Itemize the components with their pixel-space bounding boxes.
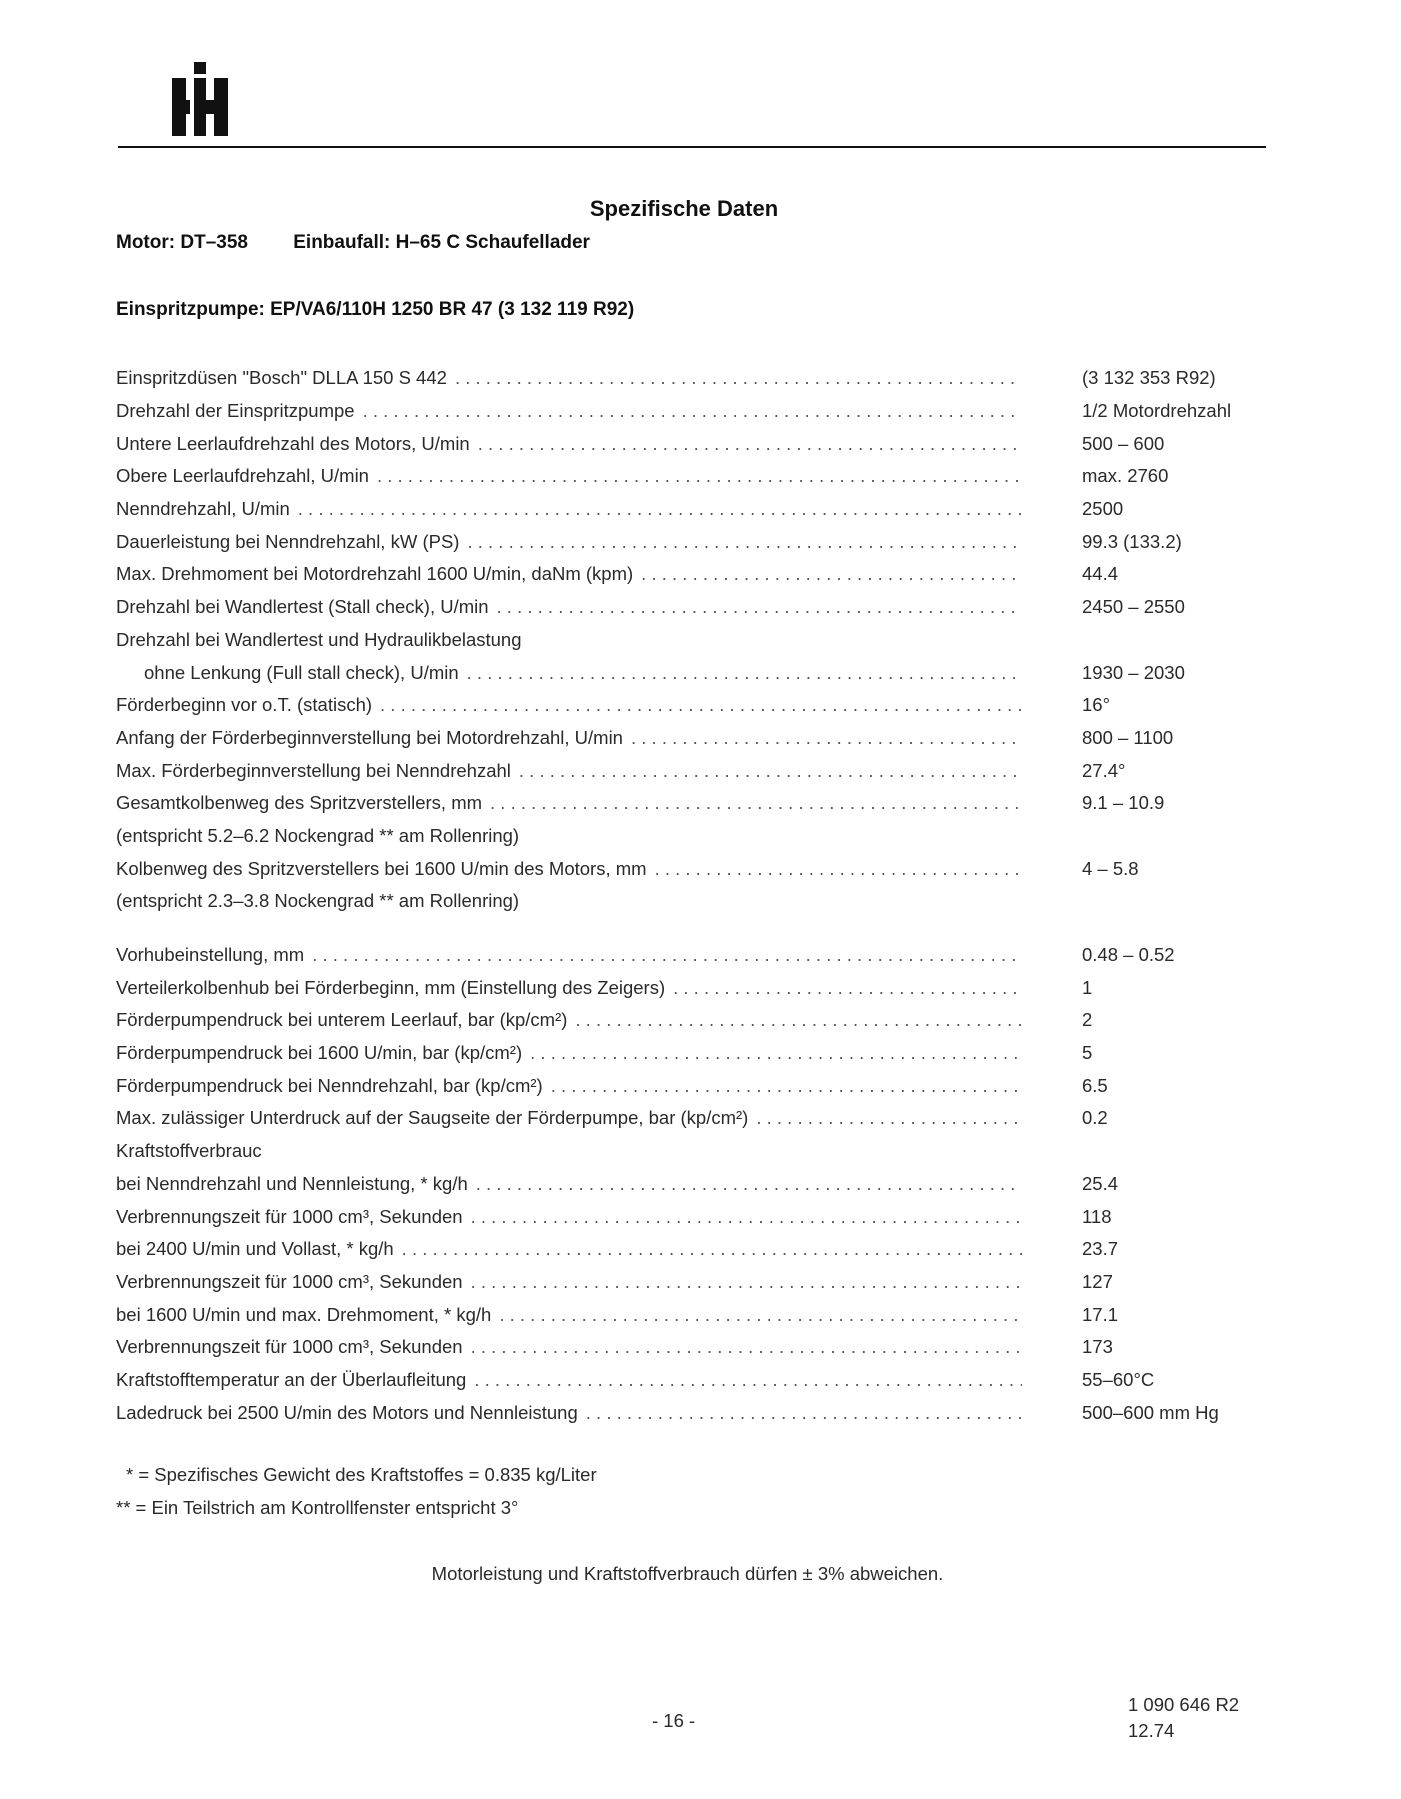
spec-value: 173: [1082, 1336, 1113, 1358]
dot-leader: [575, 1009, 1022, 1031]
spec-value: 23.7: [1082, 1238, 1119, 1260]
dot-leader: [497, 596, 1022, 618]
spec-value: 800 – 1100: [1082, 726, 1174, 748]
spec-value: 2450 – 2550: [1082, 596, 1185, 618]
spec-label: ohne Lenkung (Full stall check), U/min: [144, 661, 459, 683]
spec-value: (3 132 353 R92): [1082, 367, 1216, 389]
spec-label-cell: [116, 498, 1022, 520]
spec-label-cell: [116, 367, 1022, 389]
spec-value: 27.4°: [1082, 759, 1126, 781]
spec-value: 6.5: [1082, 1074, 1108, 1096]
spec-label-cell: [116, 1369, 1022, 1391]
spec-row: [116, 1102, 1266, 1135]
spec-label: Gesamtkolbenweg des Spritzverstellers, mm: [116, 792, 483, 814]
spec-row: [116, 754, 1266, 787]
spec-row: [116, 939, 1266, 972]
spec-row: [116, 624, 1266, 657]
spec-value: 500–600 mm Hg: [1082, 1401, 1219, 1423]
tolerance-note: Motorleistung und Kraftstoffverbrauch dürfen ± 3% abweichen.: [431, 1563, 944, 1584]
spec-label: bei Nenndrehzahl und Nennleistung, * kg/h: [116, 1172, 468, 1194]
spec-value: 1930 – 2030: [1082, 661, 1185, 683]
spec-label: Drehzahl bei Wandlertest (Stall check), U/min: [116, 596, 489, 618]
spec-row: [116, 525, 1266, 558]
spec-label-cell: [116, 1140, 1022, 1162]
spec-row: [116, 1004, 1266, 1037]
spec-label-cell: [116, 727, 1022, 749]
spec-label: Einspritzdüsen "Bosch" DLLA 150 S 442: [116, 367, 447, 389]
spec-row: [116, 591, 1266, 624]
motor-line: [116, 232, 630, 254]
spec-label-cell: [116, 1206, 1022, 1228]
dot-leader: [467, 662, 1022, 684]
dot-leader: [530, 1042, 1022, 1064]
spec-label-cell: [116, 1009, 1022, 1031]
spec-label-cell: [116, 596, 1022, 618]
spec-label: Ladedruck bei 2500 U/min des Motors und Nennleistung: [116, 1401, 578, 1423]
doc-date: 12.74: [1128, 1720, 1175, 1741]
spec-value: 118: [1082, 1205, 1112, 1227]
spec-label-cell: [116, 1304, 1022, 1326]
spec-row: [116, 1298, 1266, 1331]
spec-row: [116, 1331, 1266, 1364]
dot-leader: [467, 531, 1022, 553]
dot-leader: [298, 498, 1022, 520]
spec-label-cell: [116, 792, 1022, 814]
dot-leader: [455, 367, 1022, 389]
spec-label-cell: [116, 629, 1022, 651]
spec-label-cell: [116, 944, 1022, 966]
dot-leader: [756, 1107, 1022, 1129]
spec-value: 5: [1082, 1042, 1093, 1064]
spec-label: Dauerleistung bei Nenndrehzahl, kW (PS): [116, 530, 460, 552]
spec-label: Kolbenweg des Spritzverstellers bei 1600 U/min des Motors, mm: [116, 857, 647, 879]
spec-value: 4 – 5.8: [1082, 857, 1139, 879]
dot-leader: [478, 433, 1022, 455]
spec-row: [116, 885, 1266, 918]
spec-label: bei 2400 U/min und Vollast, * kg/h: [116, 1238, 394, 1260]
spec-label: Nenndrehzahl, U/min: [116, 498, 290, 520]
spec-label-cell: [116, 825, 1022, 847]
spec-label-cell: [116, 858, 1022, 880]
spec-row: [116, 362, 1266, 395]
spec-value: 55–60°C: [1082, 1368, 1155, 1390]
spec-label-cell: [116, 1075, 1022, 1097]
spec-row: [116, 558, 1266, 591]
header-rule: [118, 146, 1266, 148]
spec-label-cell: [116, 433, 1022, 455]
dot-leader: [471, 1336, 1022, 1358]
spec-label: bei 1600 U/min und max. Drehmoment, * kg/h: [116, 1303, 492, 1325]
spec-label-cell: [116, 1042, 1022, 1064]
spec-row: [116, 493, 1266, 526]
spec-value: max. 2760: [1082, 465, 1169, 487]
spec-row: [116, 722, 1266, 755]
spec-row: [116, 971, 1266, 1004]
spec-row: [116, 656, 1266, 689]
spec-label: (entspricht 5.2–6.2 Nockengrad ** am Rollenring): [116, 824, 520, 846]
spec-label-cell: [116, 977, 1022, 999]
injection-pump: Einspritzpumpe: EP/VA6/110H 1250 BR 47 (3 132 119 R92): [116, 299, 635, 320]
einbaufall: Einbaufall: H–65 C Schaufellader: [293, 232, 590, 253]
spec-label-cell: [116, 465, 1022, 487]
spec-section-1: [116, 362, 1266, 918]
spec-label-cell: [116, 563, 1022, 585]
spec-value: 99.3 (133.2): [1082, 530, 1182, 552]
dot-leader: [476, 1173, 1022, 1195]
dot-leader: [631, 727, 1022, 749]
spec-row: [116, 427, 1266, 460]
spec-label-cell: [116, 1173, 1022, 1195]
spec-value: 127: [1082, 1270, 1113, 1292]
document-number: [1128, 1692, 1239, 1744]
spec-label: Förderbeginn vor o.T. (statisch): [116, 694, 373, 716]
spec-value: 0.2: [1082, 1107, 1108, 1129]
spec-label-cell: [116, 662, 1022, 684]
spec-label: Anfang der Förderbeginnverstellung bei Motordrehzahl, U/min: [116, 726, 623, 748]
spec-label: Obere Leerlaufdrehzahl, U/min: [116, 465, 369, 487]
dot-leader: [490, 792, 1022, 814]
spec-label: Max. Förderbeginnverstellung bei Nenndrehzahl: [116, 759, 511, 781]
spec-label-cell: [116, 890, 1022, 912]
spec-label-cell: [116, 400, 1022, 422]
spec-label-cell: [116, 1238, 1022, 1260]
spec-row: [116, 1168, 1266, 1201]
spec-value: 16°: [1082, 694, 1110, 716]
spec-label-cell: [116, 1336, 1022, 1358]
dot-leader: [474, 1369, 1022, 1391]
spec-row: [116, 1233, 1266, 1266]
spec-label: Verbrennungszeit für 1000 cm³, Sekunden: [116, 1270, 463, 1292]
dot-leader: [363, 400, 1022, 422]
spec-label: Max. zulässiger Unterdruck auf der Saugseite der Förderpumpe, bar (kp/cm²): [116, 1107, 749, 1129]
spec-row: [116, 1266, 1266, 1299]
footnote-2: ** = Ein Teilstrich am Kontrollfenster entspricht 3°: [116, 1497, 519, 1518]
spec-value: 500 – 600: [1082, 432, 1165, 454]
spec-value: 0.48 – 0.52: [1082, 944, 1175, 966]
spec-label-cell: [116, 760, 1022, 782]
spec-row: [116, 395, 1266, 428]
spec-row: [116, 1200, 1266, 1233]
dot-leader: [655, 858, 1022, 880]
spec-value: 9.1 – 10.9: [1082, 792, 1165, 814]
spec-row: [116, 1135, 1266, 1168]
dot-leader: [586, 1402, 1022, 1424]
dot-leader: [499, 1304, 1022, 1326]
spec-label-cell: [116, 694, 1022, 716]
footnote-1: * = Spezifisches Gewicht des Kraftstoffes = 0.835 kg/Liter: [126, 1464, 597, 1485]
spec-label: Vorhubeinstellung, mm: [116, 944, 305, 966]
spec-row: [116, 1364, 1266, 1397]
spec-label: Max. Drehmoment bei Motordrehzahl 1600 U/min, daNm (kpm): [116, 563, 634, 585]
dot-leader: [641, 563, 1022, 585]
spec-value: 25.4: [1082, 1172, 1119, 1194]
dot-leader: [312, 944, 1022, 966]
ih-logo: [172, 62, 242, 136]
spec-value: 17.1: [1082, 1303, 1119, 1325]
spec-row: [116, 460, 1266, 493]
dot-leader: [402, 1238, 1022, 1260]
spec-label: Förderpumpendruck bei Nenndrehzahl, bar (kp/cm²): [116, 1074, 543, 1096]
spec-row: [116, 787, 1266, 820]
dot-leader: [471, 1271, 1022, 1293]
dot-leader: [519, 760, 1022, 782]
spec-row: [116, 1396, 1266, 1429]
spec-table: [116, 362, 1266, 1429]
spec-label: Kraftstoffverbrauc: [116, 1140, 262, 1162]
dot-leader: [471, 1206, 1022, 1228]
spec-row: [116, 689, 1266, 722]
spec-label: Drehzahl bei Wandlertest und Hydraulikbelastung: [116, 628, 522, 650]
dot-leader: [673, 977, 1022, 999]
spec-row: [116, 1069, 1266, 1102]
spec-value: 44.4: [1082, 563, 1119, 585]
spec-label-cell: [116, 531, 1022, 553]
spec-label: Förderpumpendruck bei 1600 U/min, bar (kp/cm²): [116, 1042, 523, 1064]
spec-value: 1: [1082, 976, 1093, 998]
spec-row: [116, 852, 1266, 885]
spec-value: 2500: [1082, 498, 1124, 520]
spec-section-2: [116, 939, 1266, 1429]
spec-label-cell: [116, 1402, 1022, 1424]
spec-row: [116, 820, 1266, 853]
spec-label: (entspricht 2.3–3.8 Nockengrad ** am Rollenring): [116, 890, 520, 912]
spec-label: Verbrennungszeit für 1000 cm³, Sekunden: [116, 1336, 463, 1358]
spec-label: Förderpumpendruck bei unterem Leerlauf, bar (kp/cm²): [116, 1009, 568, 1031]
spec-value: 1/2 Motordrehzahl: [1082, 400, 1232, 422]
dot-leader: [380, 694, 1022, 716]
spec-row: [116, 1037, 1266, 1070]
spec-label-cell: [116, 1107, 1022, 1129]
spec-label: Untere Leerlaufdrehzahl des Motors, U/min: [116, 432, 470, 454]
dot-leader: [551, 1075, 1022, 1097]
motor-model: Motor: DT–358: [116, 232, 248, 253]
page-number: - 16 -: [652, 1710, 696, 1731]
page-title: Spezifische Daten: [589, 196, 779, 221]
dot-leader: [377, 465, 1022, 487]
spec-label: Verbrennungszeit für 1000 cm³, Sekunden: [116, 1205, 463, 1227]
spec-label: Drehzahl der Einspritzpumpe: [116, 400, 355, 422]
spec-label-cell: [116, 1271, 1022, 1293]
spec-value: 2: [1082, 1009, 1093, 1031]
spec-label: Verteilerkolbenhub bei Förderbeginn, mm (Einstellung des Zeigers): [116, 976, 666, 998]
spec-label: Kraftstofftemperatur an der Überlaufleitung: [116, 1368, 467, 1390]
doc-number: 1 090 646 R2: [1128, 1694, 1240, 1715]
